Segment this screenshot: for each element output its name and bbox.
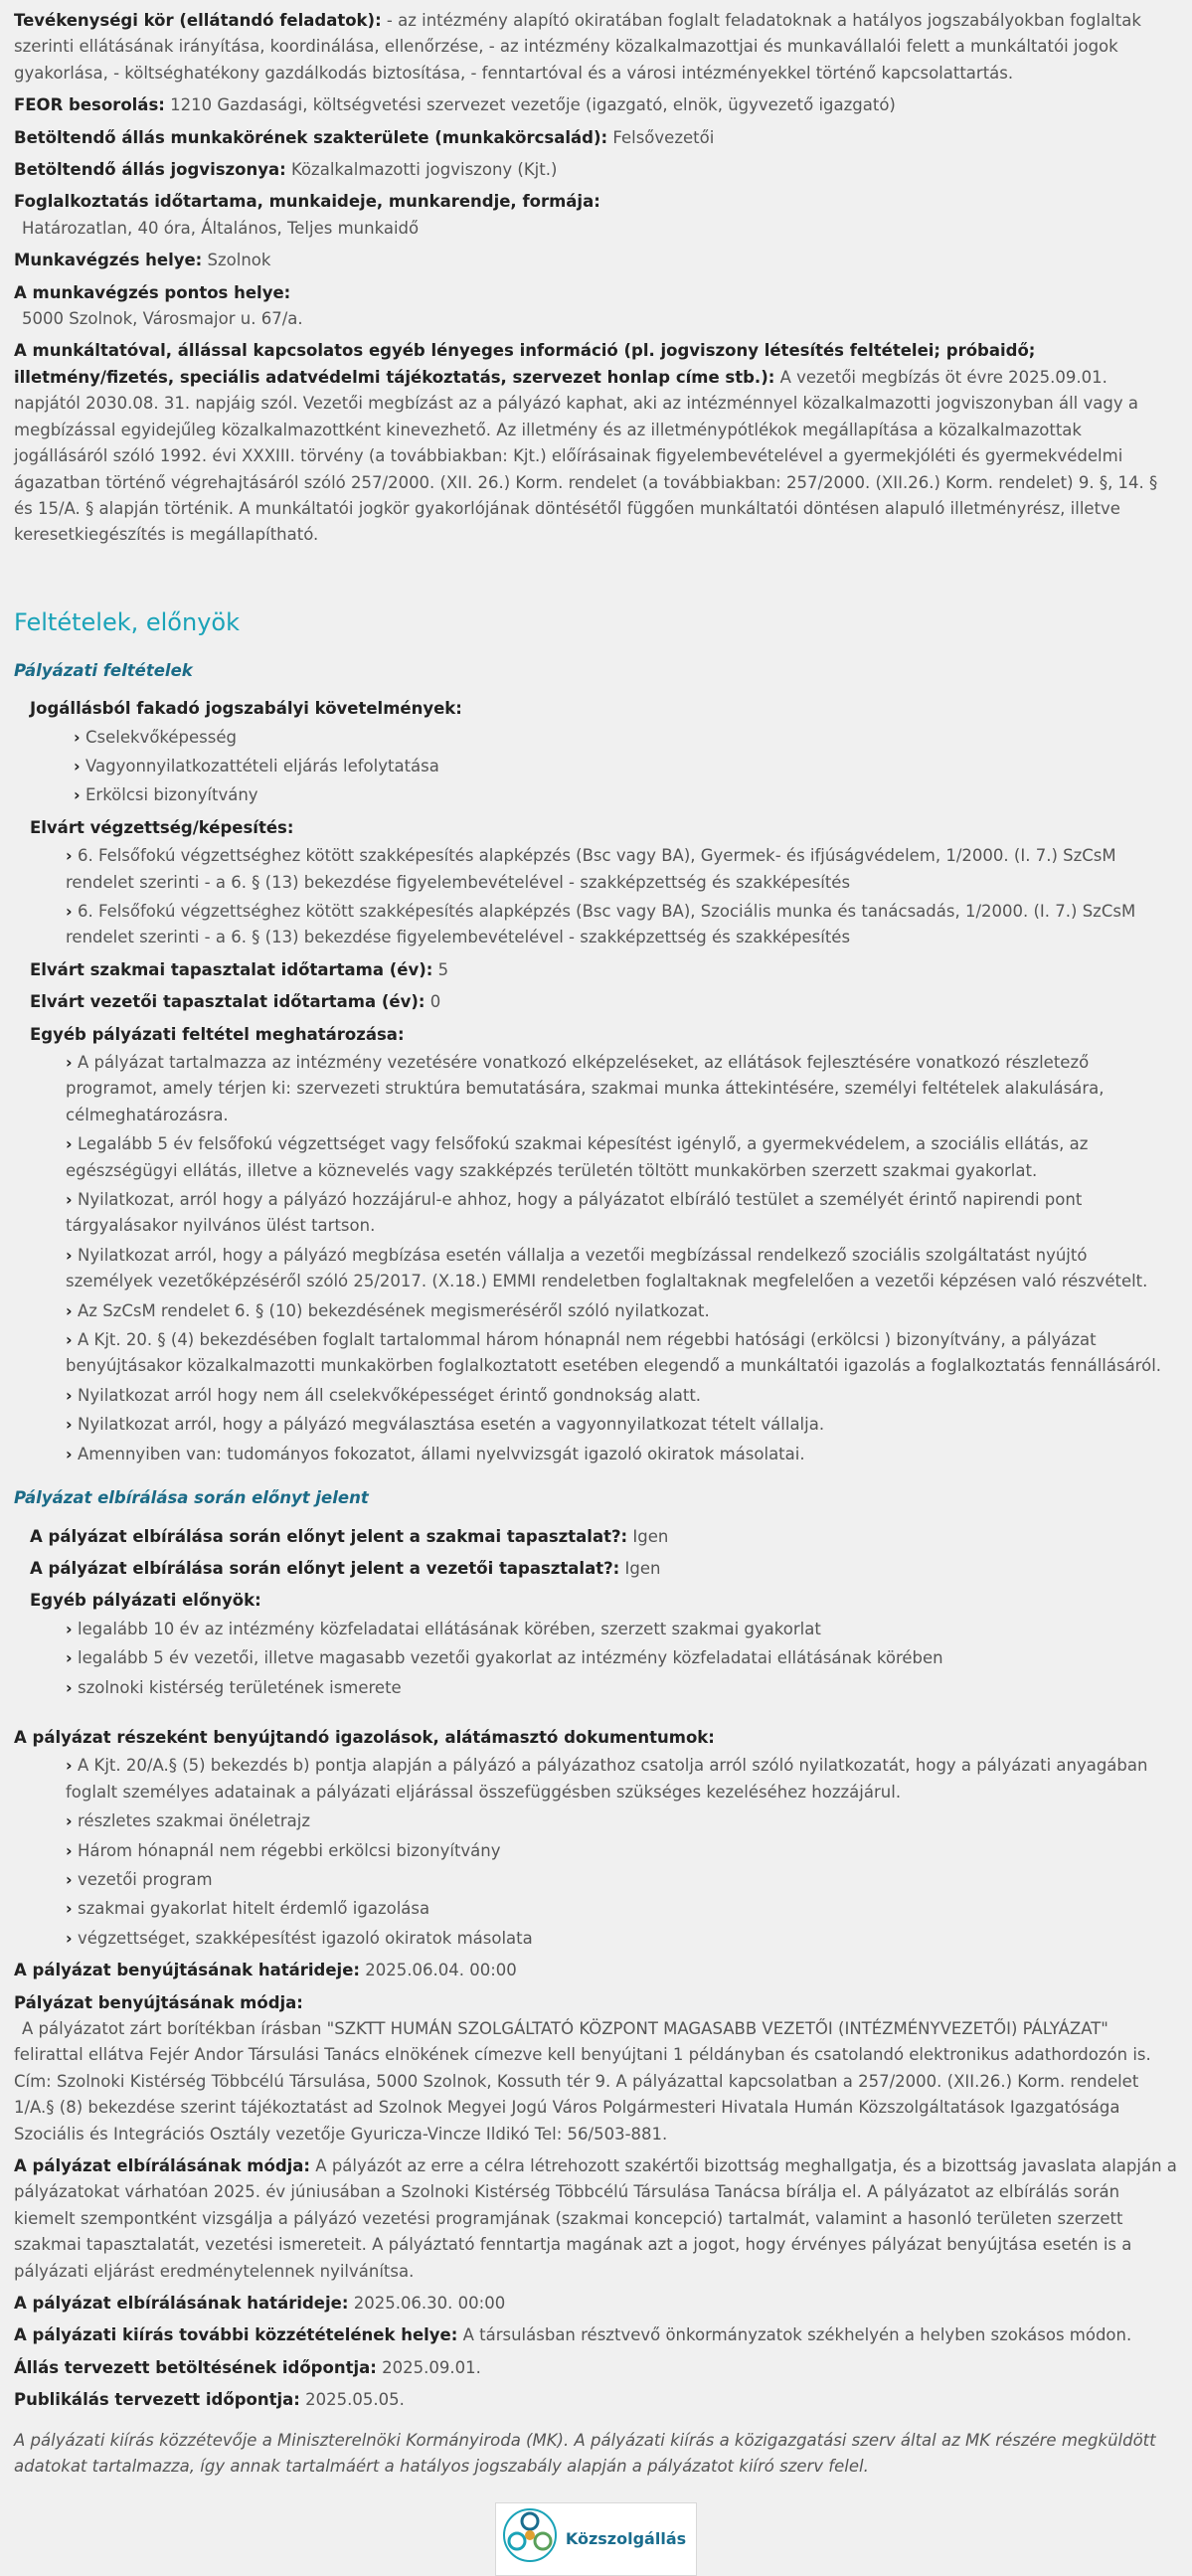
- field-label: Publikálás tervezett időpontja:: [14, 2390, 300, 2410]
- feltetelek-block: [14, 696, 1178, 1467]
- field-label: Tevékenységi kör (ellátandó feladatok):: [14, 11, 382, 30]
- dokumentumok-list: [14, 1753, 1178, 1952]
- list-item: › részletes szakmai önéletrajz: [66, 1808, 1178, 1834]
- egyeb-info-field: [14, 338, 1178, 548]
- field-label: Betöltendő állás munkakörének szakterülete (munkakörcsalád):: [14, 127, 608, 147]
- field-label: FEOR besorolás:: [14, 95, 165, 115]
- list-item: › A Kjt. 20/A.§ (5) bekezdés b) pontja alapján a pályázó a pályázathoz csatolja arról szóló nyilatkozatát, hogy a pályázati anyagában foglalt személyes adatainak a pályázati eljárással összefüggésben szükséges kezeléséhez hozzájárul.: [66, 1753, 1178, 1805]
- field-label: Elvárt vezetői tapasztalat időtartama (év):: [30, 992, 426, 1012]
- vegzettseg-label: Elvárt végzettség/képesítés:: [30, 817, 294, 837]
- list-item: › A pályázat tartalmazza az intézmény vezetésére vonatkozó elképzeléseket, az ellátások fejlesztésére vonatkozó részletező programot, amely térjen ki: szervezeti struktúra bemutatására, szakmai munka áttekintésére, személyi feltételek alakulására, célmeghatározásra.: [66, 1050, 1178, 1128]
- chevron-right-icon: ›: [66, 1928, 73, 1948]
- chevron-right-icon: ›: [66, 1869, 73, 1889]
- kozszolgallas-logo[interactable]: [495, 2502, 697, 2576]
- list-item: › Vagyonnyilatkozattételi eljárás lefolytatása: [74, 754, 1178, 779]
- chevron-right-icon: ›: [66, 1053, 73, 1072]
- pontos-hely-field: [14, 280, 1178, 333]
- field-label: A munkavégzés pontos helye:: [14, 282, 291, 302]
- vegzettseg-list: [30, 843, 1178, 951]
- publikalas-field: [14, 2387, 1178, 2413]
- list-item: › Három hónapnál nem régebbi erkölcsi bizonyítvány: [66, 1838, 1178, 1864]
- field-value: - az intézmény alapító okiratában foglalt feladatoknak a hatályos jogszabályokban foglaltak szerinti ellátásának irányítása, koordinálása, ellenőrzése, - az intézmény közalkalmazottjai és munkavállalói felett a munkáltatói jogok gyakorlása, - költséghatékony gazdálkodás biztosítása, - fenntartóval és a városi intézményekkel történő kapcsolattartás.: [14, 11, 1141, 83]
- field-label: Elvárt szakmai tapasztalat időtartama (év):: [30, 959, 433, 979]
- egyeb-elony-label: Egyéb pályázati előnyök:: [30, 1591, 261, 1611]
- list-item: › legalább 10 év az intézmény közfeladatai ellátásának körében, szerzett szakmai gyakorlat: [66, 1617, 1178, 1642]
- field-label: A pályázati kiírás további közzétételének helye:: [14, 2325, 458, 2345]
- elbiralas-hatarido-field: [14, 2291, 1178, 2317]
- chevron-right-icon: ›: [66, 1134, 73, 1154]
- list-item: › szolnoki kistérség területének ismerete: [66, 1675, 1178, 1701]
- tevekenysegi-field: [14, 8, 1178, 86]
- field-label: A pályázat benyújtásának határideje:: [14, 1961, 360, 1980]
- list-item: › Az SzCsM rendelet 6. § (10) bekezdésének megismeréséről szóló nyilatkozat.: [66, 1298, 1178, 1324]
- chevron-right-icon: ›: [74, 785, 81, 805]
- field-label: A pályázat elbírálásának módja:: [14, 2156, 311, 2176]
- chevron-right-icon: ›: [74, 727, 81, 747]
- szakterulet-field: [14, 125, 1178, 151]
- chevron-right-icon: ›: [66, 1385, 73, 1405]
- jogviszony-field: [14, 157, 1178, 183]
- list-item: › Nyilatkozat arról hogy nem áll cselekvőképességet érintő gondnokság alatt.: [66, 1383, 1178, 1409]
- field-label: Munkavégzés helye:: [14, 251, 203, 270]
- chevron-right-icon: ›: [66, 1677, 73, 1697]
- list-item: › Erkölcsi bizonyítvány: [74, 782, 1178, 808]
- field-value: A pályázatot zárt borítékban írásban "SZKTT HUMÁN SZOLGÁLTATÓ KÖZPONT MAGASABB VEZETŐI (INTÉZMÉNYVEZETŐI) PÁLYÁZAT" felirattal ellátva Fejér Andor Társulási Tanács elnökének címezve kell benyújtani 1 példányban és csatolandó elektronikus adathordozón is. Cím: Szolnoki Kistérség Többcélú Társulása, 5000 Szolnok, Kossuth tér 9. A pályázattal kapcsolatban a 257/2000. (XII.26.) Korm. rendelet 1/A.§ (8) bekezdése szerint tájékoztatást ad Szolnok Megyei Jogú Város Polgármesteri Hivatala Humán Közszolgáltatások Igazgatósága Szociális és Integrációs Osztály vezetője Gyuricza-Vincze Ildikó Tel: 56/503-881.: [14, 2019, 1151, 2144]
- subsection-title-elony: Pályázat elbírálása során előnyt jelent: [14, 1488, 369, 1508]
- list-item: › Nyilatkozat arról, hogy a pályázó megválasztása esetén a vagyonnyilatkozat tételt vállalja.: [66, 1412, 1178, 1438]
- list-item: › végzettséget, szakképesítést igazoló okiratok másolata: [66, 1926, 1178, 1952]
- section-title: Feltételek, előnyök: [14, 607, 240, 636]
- elony-szakmai-field: [30, 1524, 1178, 1550]
- foglalkoztatas-field: [14, 189, 1178, 242]
- chevron-right-icon: ›: [66, 1648, 73, 1668]
- field-label: Foglalkoztatás időtartama, munkaideje, munkarendje, formája:: [14, 192, 600, 212]
- benyujtas-modja-field: [14, 1990, 1178, 2147]
- tovabbi-kozzetetel-field: [14, 2322, 1178, 2348]
- field-label: A pályázat elbírálása során előnyt jelent a szakmai tapasztalat?:: [30, 1526, 628, 1546]
- chevron-right-icon: ›: [66, 901, 73, 921]
- betoltes-field: [14, 2355, 1178, 2381]
- logo-container: [14, 2502, 1178, 2576]
- chevron-right-icon: ›: [66, 1415, 73, 1435]
- field-value: A társulásban résztvevő önkormányzatok székhelyén a helyben szokásos módon.: [462, 2325, 1132, 2345]
- field-value: 2025.09.01.: [382, 2357, 481, 2377]
- chevron-right-icon: ›: [66, 1756, 73, 1776]
- subsection-title-feltetelek: Pályázati feltételek: [14, 660, 193, 680]
- egyeb-feltetel-label: Egyéb pályázati feltétel meghatározása:: [30, 1024, 405, 1044]
- chevron-right-icon: ›: [66, 1899, 73, 1919]
- field-label: Pályázat benyújtásának módja:: [14, 1992, 303, 2012]
- munkavegzes-helye-field: [14, 248, 1178, 273]
- chevron-right-icon: ›: [66, 1300, 73, 1320]
- chevron-right-icon: ›: [66, 1444, 73, 1463]
- jogallas-label: Jogállásból fakadó jogszabályi követelmények:: [30, 699, 462, 719]
- list-item: › A Kjt. 20. § (4) bekezdésében foglalt tartalommal három hónapnál nem régebbi hatósági (erkölcsi ) bizonyítvány, a pályázat benyújtásakor közalkalmazotti munkakörben foglalkoztatott esetében elegendő a munkáltatói igazolás a foglalkoztatás fennállásáról.: [66, 1327, 1178, 1380]
- field-value: 1210 Gazdasági, költségvetési szervezet vezetője (igazgató, elnök, ügyvezető igazgató): [170, 95, 896, 115]
- egyeb-feltetel-list: [30, 1050, 1178, 1467]
- field-value: Közalkalmazotti jogviszony (Kjt.): [290, 160, 558, 180]
- field-value: 0: [429, 992, 441, 1012]
- field-value: 2025.05.05.: [305, 2390, 405, 2410]
- field-value: 5: [437, 959, 449, 979]
- elbiralas-modja-field: [14, 2153, 1178, 2285]
- field-value: Felsővezetői: [612, 127, 715, 147]
- field-label: A pályázat elbírálása során előnyt jelent a vezetői tapasztalat?:: [30, 1558, 620, 1578]
- field-value: 2025.06.30. 00:00: [353, 2294, 506, 2314]
- list-item: › legalább 5 év vezetői, illetve magasabb vezetői gyakorlat az intézmény közfeladatai ellátásának körében: [66, 1645, 1178, 1671]
- field-value: 5000 Szolnok, Városmajor u. 67/a.: [22, 309, 303, 329]
- field-value: A vezetői megbízás öt évre 2025.09.01. napjától 2030.08. 31. napjáig szól. Vezetői megbízást az a pályázó kaphat, aki az intézménnyel közalkalmazotti jogviszonyban áll vagy a megbízással egyidejűleg közalkalmazottként kinevezhető. Az illetmény és az illetménypótlékok megállapítása a közalkalmazottak jogállásáról szóló 1992. évi XXXIII. törvény (a továbbiakban: Kjt.) előírásainak figyelembevételével a gyermekjóléti és gyermekvédelmi ágazatban történő végrehajtásáról szóló 257/2000. (XII. 26.) Korm. rendelet (a továbbiakban: 257/2000. (XII.26.) Korm. rendelet) 9. §, 14. § és 15/A. § alapján történik. A munkáltatói jogkör gyakorlójának döntésétől függően munkáltatói döntésen alapuló illetményrész, illetve keresetkiegészítés is megállapítható.: [14, 367, 1158, 545]
- list-item: › Nyilatkozat, arról hogy a pályázó hozzájárul-e ahhoz, hogy a pályázatot elbíráló testület a személyét érintő napirendi pont tárgyalásakor nyilvános ülést tartson.: [66, 1187, 1178, 1240]
- field-label: Betöltendő állás jogviszonya:: [14, 160, 286, 180]
- elony-block: [14, 1524, 1178, 1701]
- field-label: Állás tervezett betöltésének időpontja:: [14, 2357, 377, 2377]
- chevron-right-icon: ›: [66, 1330, 73, 1350]
- szakmai-tapasztalat-field: [30, 957, 1178, 983]
- chevron-right-icon: ›: [66, 846, 73, 866]
- list-item: › szakmai gyakorlat hitelt érdemlő igazolása: [66, 1896, 1178, 1922]
- field-value: Igen: [624, 1558, 661, 1578]
- list-item: › vezetői program: [66, 1867, 1178, 1893]
- elony-vezetoi-field: [30, 1556, 1178, 1582]
- vezetoi-tapasztalat-field: [30, 989, 1178, 1015]
- footer-note: A pályázati kiírás közzétevője a Miniszterelnöki Kormányiroda (MK). A pályázati kiírás a közigazgatási szerv által az MK részére megküldött adatokat tartalmazza, így annak tartalmáért a hatályos jogszabály alapján a pályázatot kiíró szerv felel.: [14, 2430, 1156, 2477]
- feor-field: [14, 92, 1178, 118]
- logo-text: Közszolgállás: [565, 2528, 687, 2548]
- hatarido-field: [14, 1958, 1178, 1983]
- list-item: › Cselekvőképesség: [74, 725, 1178, 751]
- field-value: Igen: [632, 1526, 669, 1546]
- chevron-right-icon: ›: [74, 756, 81, 775]
- list-item: › Nyilatkozat arról, hogy a pályázó megbízása esetén vállalja a vezetői megbízással rendelkező szociális szolgáltatást nyújtó személyek vezetőképzéséről szóló 25/2017. (X.18.) EMMI rendeletben foglaltaknak megfelelően a vezetői képzésen való részvételt.: [66, 1243, 1178, 1295]
- list-item: › Amennyiben van: tudományos fokozatot, állami nyelvvizsgát igazoló okiratok másolatai.: [66, 1442, 1178, 1467]
- chevron-right-icon: ›: [66, 1840, 73, 1860]
- chevron-right-icon: ›: [66, 1619, 73, 1638]
- chevron-right-icon: ›: [66, 1190, 73, 1210]
- list-item: › Legalább 5 év felsőfokú végzettséget vagy felsőfokú szakmai képesítést igénylő, a gyermekvédelem, a szociális ellátás, az egészségügyi ellátás, illetve a köznevelés vagy szakképzés területén töltött munkakörben szerzett szakmai gyakorlat.: [66, 1131, 1178, 1184]
- chevron-right-icon: ›: [66, 1245, 73, 1265]
- jogallas-list: [30, 725, 1178, 809]
- field-value: A pályázót az erre a célra létrehozott szakértői bizottság meghallgatja, és a bizottság javaslata alapján a pályázatokat várhatóan 2025. év júniusában a Szolnoki Kistérség Többcélú Társulása Tanácsa bírálja el. A pályázatot az elbírálás során kiemelt szempontként vizsgálja a pályázó vezetési programjának (szakmai koncepció) tartalmát, valamint a hasonló területen szerzett szakmai tapasztalatát, vezetési ismereteit. A pályáztató fenntartja magának azt a jogot, hogy érvényes pályázat benyújtása esetén is a pályázati eljárást eredménytelennek nyilvánítsa.: [14, 2156, 1177, 2281]
- field-label: A pályázat elbírálásának határideje:: [14, 2294, 349, 2314]
- dokumentumok-label: A pályázat részeként benyújtandó igazolások, alátámasztó dokumentumok:: [14, 1727, 715, 1747]
- chevron-right-icon: ›: [66, 1811, 73, 1831]
- egyeb-elony-list: [30, 1617, 1178, 1701]
- field-value: Határozatlan, 40 óra, Általános, Teljes munkaidő: [22, 218, 420, 238]
- kozszolgallas-logo-icon: [502, 2507, 558, 2571]
- field-value: 2025.06.04. 00:00: [365, 1961, 517, 1980]
- list-item: › 6. Felsőfokú végzettséghez kötött szakképesítés alapképzés (Bsc vagy BA), Gyermek- és ifjúságvédelem, 1/2000. (I. 7.) SzCsM rendelet szerinti - a 6. § (13) bekezdése figyelembevételével - szakképzettség és szakképesítés: [66, 843, 1178, 896]
- list-item: › 6. Felsőfokú végzettséghez kötött szakképesítés alapképzés (Bsc vagy BA), Szociális munka és tanácsadás, 1/2000. (I. 7.) SzCsM rendelet szerinti - a 6. § (13) bekezdése figyelembevételével - szakképzettség és szakképesítés: [66, 899, 1178, 951]
- field-label: A munkáltatóval, állással kapcsolatos egyéb lényeges információ (pl. jogviszony létesítés feltételei; próbaidő; illetmény/fizetés, speciális adatvédelmi tájékoztatás, szervezet honlap címe stb.):: [14, 341, 1036, 387]
- field-value: Szolnok: [207, 251, 271, 270]
